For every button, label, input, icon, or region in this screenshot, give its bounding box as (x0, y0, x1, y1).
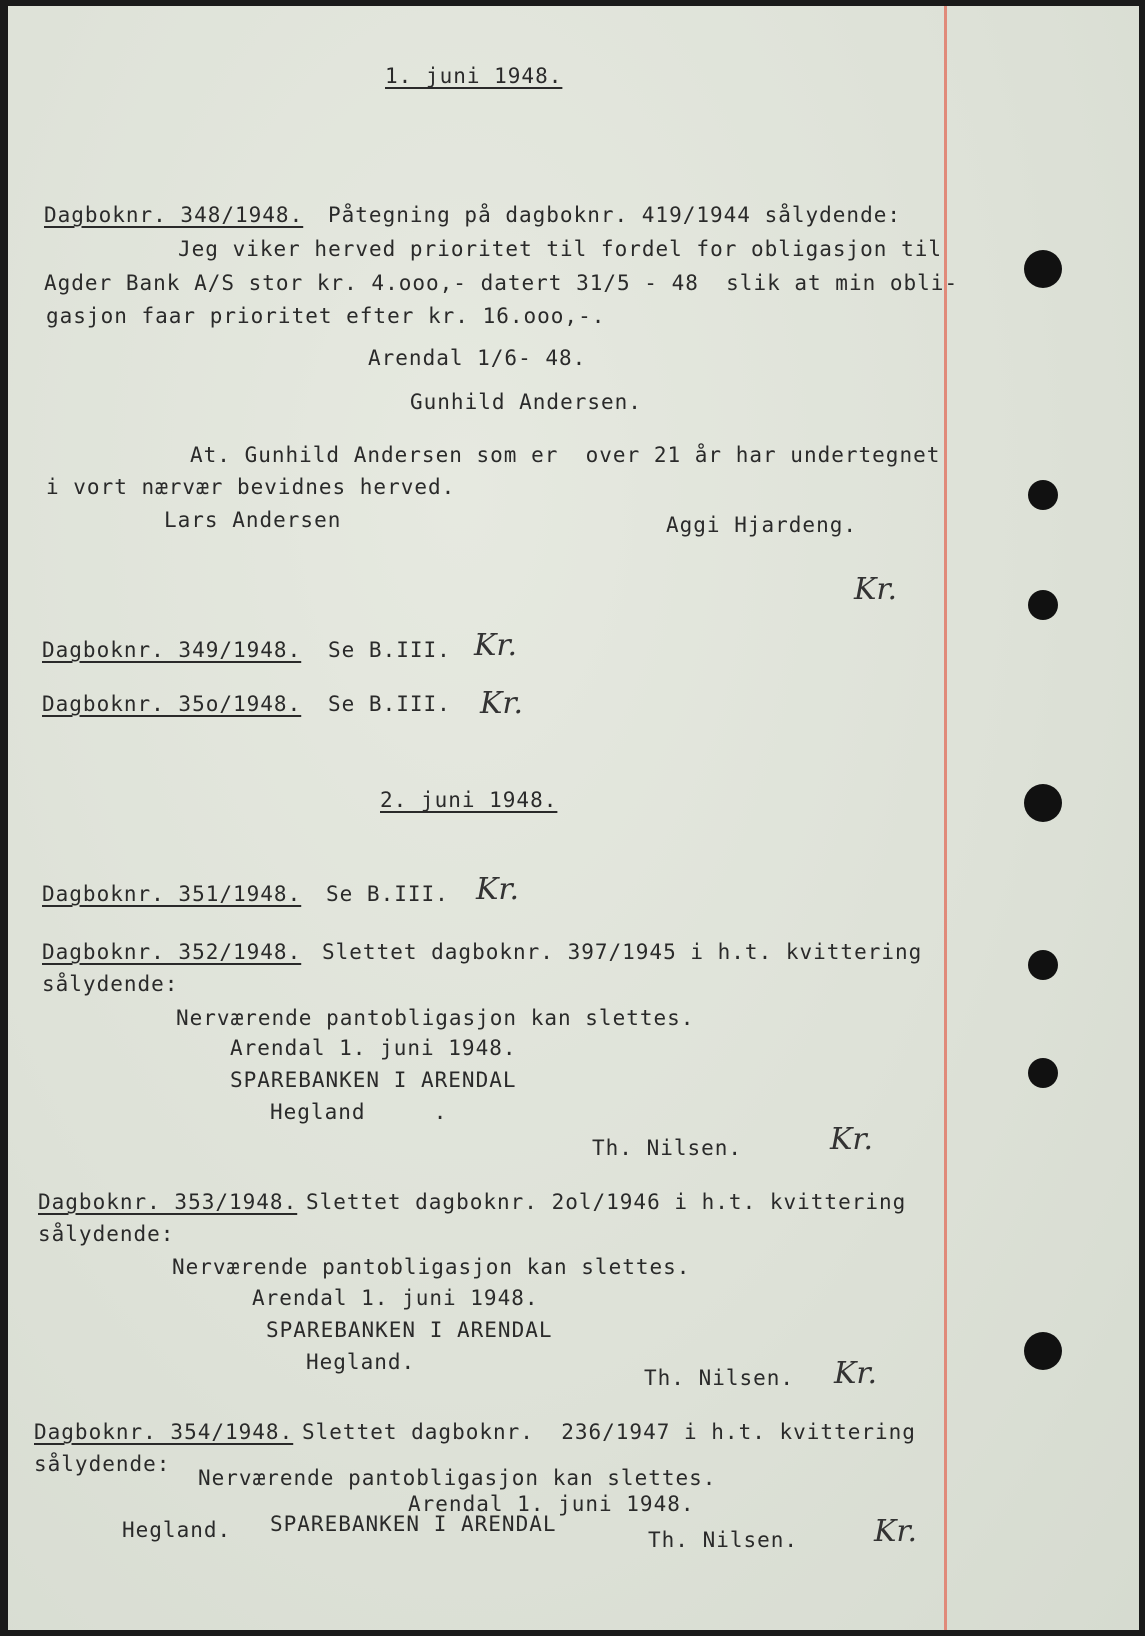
entry-number: Dagboknr. 348/1948. (44, 203, 304, 227)
handwritten-initials: Kr. (874, 1514, 917, 1549)
signature-name: Th. Nilsen. (644, 1366, 795, 1390)
entry-text: sålydende: (38, 1222, 175, 1246)
entry-text: Slettet dagboknr. 236/1947 i h.t. kvittering (302, 1420, 916, 1444)
entry-number: Dagboknr. 349/1948. (42, 638, 302, 662)
entry-number: Dagboknr. 351/1948. (42, 882, 302, 906)
punch-hole (1028, 1058, 1058, 1088)
handwritten-initials: Kr. (834, 1356, 877, 1391)
entry-number: Dagboknr. 354/1948. (34, 1420, 294, 1444)
entry-text: At. Gunhild Andersen som er over 21 år har undertegnet (190, 443, 941, 467)
entry-text: Nerværende pantobligasjon kan slettes. (198, 1466, 717, 1490)
bank-name: SPAREBANKEN I ARENDAL (270, 1512, 557, 1536)
punch-hole (1024, 250, 1062, 288)
bank-name: SPAREBANKEN I ARENDAL (230, 1068, 517, 1092)
date-heading: 2. juni 1948. (380, 788, 558, 812)
handwritten-initials: Kr. (854, 572, 897, 607)
place-date: Arendal 1. juni 1948. (230, 1036, 517, 1060)
place-date: Arendal 1. juni 1948. (252, 1286, 539, 1310)
entry-text: Se B.III. (328, 638, 451, 662)
handwritten-initials: Kr. (474, 628, 517, 663)
signature-name: Hegland. (306, 1350, 416, 1374)
punch-hole (1024, 1332, 1062, 1370)
handwritten-initials: Kr. (476, 872, 519, 907)
margin-line (944, 6, 947, 1630)
signature-name: Hegland . (270, 1100, 448, 1124)
punch-hole (1024, 784, 1062, 822)
entry-text: i vort nærvær bevidnes herved. (46, 475, 456, 499)
entry-number: Dagboknr. 353/1948. (38, 1190, 298, 1214)
signature-name: Th. Nilsen. (648, 1528, 799, 1552)
entry-text: Se B.III. (326, 882, 449, 906)
ledger-page (8, 6, 1139, 1630)
entry-number: Dagboknr. 352/1948. (42, 940, 302, 964)
signature-name: Hegland. (122, 1518, 232, 1542)
witness-name: Lars Andersen (164, 508, 342, 532)
handwritten-initials: Kr. (480, 686, 523, 721)
entry-text: sålydende: (34, 1452, 171, 1476)
entry-text: Jeg viker herved prioritet til fordel for obligasjon til (178, 237, 943, 261)
entry-text: Nerværende pantobligasjon kan slettes. (172, 1255, 691, 1279)
punch-hole (1028, 590, 1058, 620)
entry-number: Dagboknr. 35o/1948. (42, 692, 302, 716)
bank-name: SPAREBANKEN I ARENDAL (266, 1318, 553, 1342)
signature-name: Th. Nilsen. (592, 1136, 743, 1160)
entry-text: Se B.III. (328, 692, 451, 716)
punch-hole (1028, 480, 1058, 510)
entry-text: sålydende: (42, 972, 179, 996)
handwritten-initials: Kr. (830, 1122, 873, 1157)
entry-text: Slettet dagboknr. 2ol/1946 i h.t. kvittering (306, 1190, 907, 1214)
place-date: Arendal 1. juni 1948. (408, 1492, 695, 1516)
date-heading: 1. juni 1948. (385, 64, 563, 88)
entry-text: Slettet dagboknr. 397/1945 i h.t. kvittering (322, 940, 923, 964)
punch-hole (1028, 950, 1058, 980)
witness-name: Aggi Hjardeng. (666, 513, 858, 537)
entry-text: gasjon faar prioritet efter kr. 16.ooo,-. (46, 304, 606, 328)
entry-text: Agder Bank A/S stor kr. 4.ooo,- datert 31/5 - 48 slik at min obli- (44, 271, 959, 295)
entry-text: Påtegning på dagboknr. 419/1944 sålydende: (328, 203, 902, 227)
signature-name: Gunhild Andersen. (410, 390, 642, 414)
entry-text: Nerværende pantobligasjon kan slettes. (176, 1006, 695, 1030)
place-date: Arendal 1/6- 48. (368, 346, 587, 370)
